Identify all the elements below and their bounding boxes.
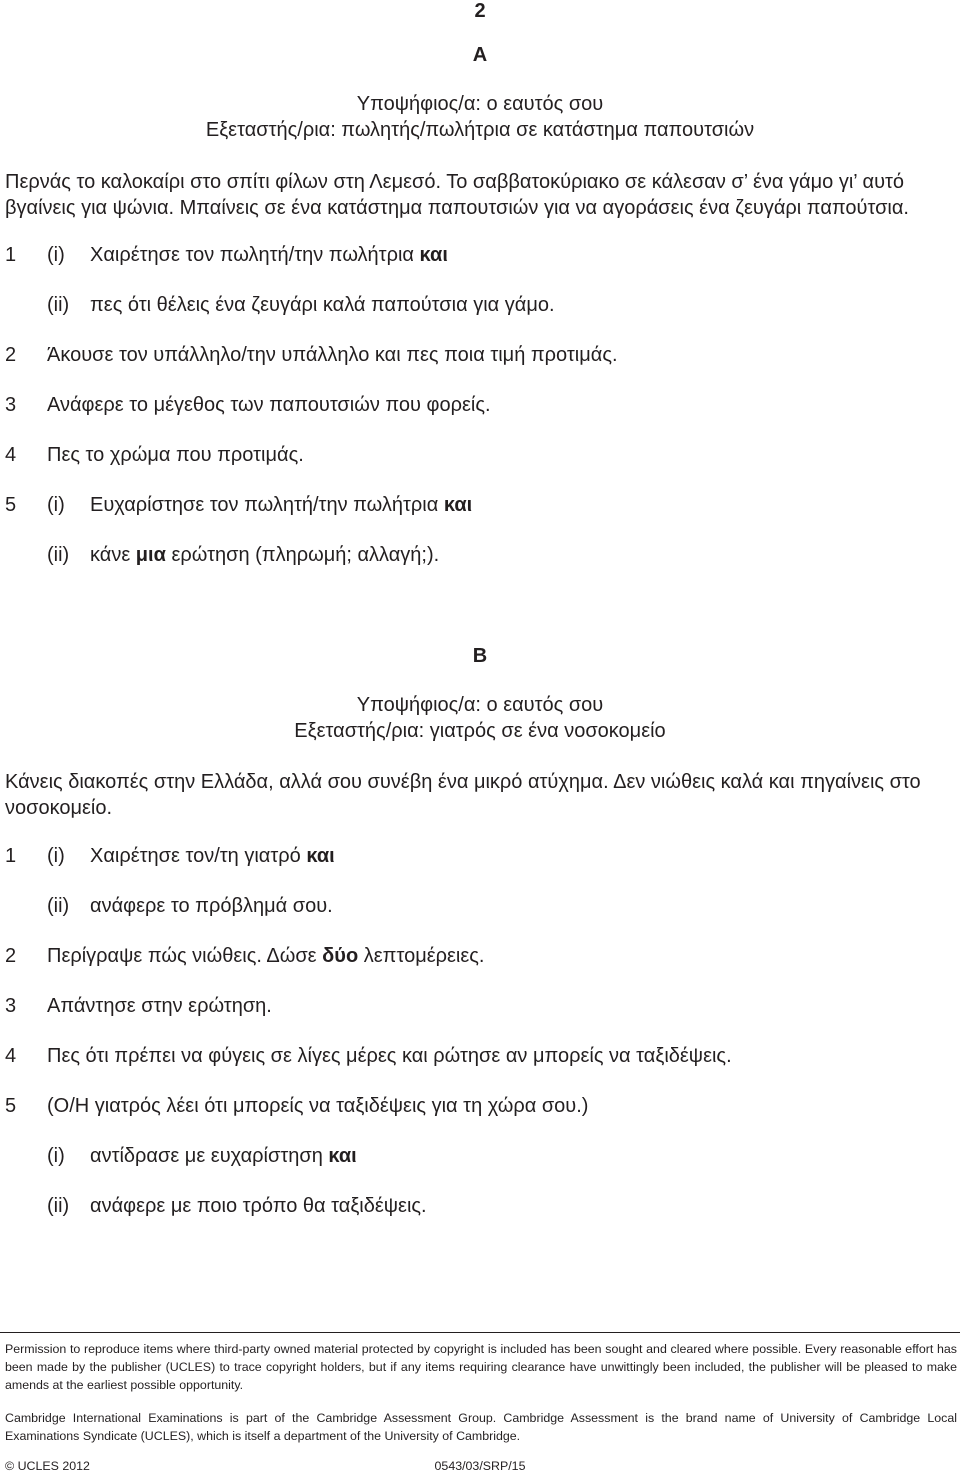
- section-a-examiner-role: Εξεταστής/ρια: πωλητής/πωλήτρια σε κατάστημα παπουτσιών: [205, 119, 755, 141]
- a-task-1-i-label: (i): [47, 244, 65, 266]
- b-task-5-i-bold: και: [328, 1145, 357, 1167]
- a-task-1-i-text: Χαιρέτησε τον πωλητή/την πωλήτρια: [90, 244, 414, 266]
- section-a-candidate-role: Υποψήφιος/α: ο εαυτός σου: [356, 93, 604, 115]
- a-task-4-text: Πες το χρώμα που προτιμάς.: [47, 444, 304, 466]
- a-task-1-i-bold: και: [419, 244, 448, 266]
- section-a-scenario: Περνάς το καλοκαίρι στο σπίτι φίλων στη Λεμεσό. Το σαββατοκύριακο σε κάλεσαν σ’ ένα γάμο γι’ αυτό βγαίνεις για ψώνια. Μπαίνεις σε ένα κατάστημα παπουτσιών για να αγοράσεις ένα ζευγάρι παπούτσια.: [5, 171, 909, 219]
- a-task-5-ii-bold: μια: [135, 544, 166, 566]
- a-task-5-ii-post: ερώτηση (πληρωμή; αλλαγή;).: [171, 544, 440, 566]
- b-task-4-text: Πες ότι πρέπει να φύγεις σε λίγες μέρες και ρώτησε αν μπορείς να ταξιδέψεις.: [47, 1045, 732, 1067]
- a-task-1-number: 1: [5, 244, 17, 266]
- footer-cambridge: Cambridge International Examinations is part of the Cambridge Assessment Group. Cambridge Assessment is the brand name of University of Cambridge Local Examinations Syndicate (UCLES), which is itself a department of the University of Cambridge.: [5, 1411, 957, 1443]
- a-task-5-ii-label: (ii): [47, 544, 70, 566]
- footer-permission: Permission to reproduce items where third-party owned material protected by copyright is included has been sought and cleared where possible. Every reasonable effort has been made by the publisher (UCLES) to trace copyright holders, but if any items requiring clearance have unwittingly been included, the publisher will be pleased to make amends at the earliest possible opportunity.: [5, 1342, 957, 1392]
- b-task-1-i-label: (i): [47, 845, 65, 867]
- a-task-1-ii-text: πες ότι θέλεις ένα ζευγάρι καλά παπούτσια για γάμο.: [90, 294, 555, 316]
- a-task-2-text: Άκουσε τον υπάλληλο/την υπάλληλο και πες ποια τιμή προτιμάς.: [47, 344, 618, 366]
- section-b-examiner-role: Εξεταστής/ρια: γιατρός σε ένα νοσοκομείο: [294, 720, 666, 742]
- b-task-2-post: λεπτομέρειες.: [363, 945, 485, 967]
- section-b-letter: B: [472, 645, 488, 667]
- b-task-2-pre: Περίγραψε πώς νιώθεις. Δώσε: [47, 945, 317, 967]
- b-task-4-number: 4: [5, 1045, 17, 1067]
- b-task-3-text: Απάντησε στην ερώτηση.: [47, 995, 272, 1017]
- section-b-scenario: Κάνεις διακοπές στην Ελλάδα, αλλά σου συνέβη ένα μικρό ατύχημα. Δεν νιώθεις καλά και πηγαίνεις στο νοσοκομείο.: [5, 771, 921, 819]
- footer-copyright: © UCLES 2012: [5, 1459, 90, 1473]
- section-b-candidate-role: Υποψήφιος/α: ο εαυτός σου: [356, 694, 604, 716]
- b-task-5-i-text: αντίδρασε με ευχαρίστηση: [90, 1145, 323, 1167]
- a-task-5-number: 5: [5, 494, 17, 516]
- a-task-5-ii: [90, 544, 439, 567]
- a-task-4-number: 4: [5, 444, 17, 466]
- a-task-3-number: 3: [5, 394, 17, 416]
- b-task-2-bold: δύο: [322, 945, 359, 967]
- a-task-5-i: [90, 494, 472, 517]
- b-task-2-number: 2: [5, 945, 17, 967]
- b-task-5-ii-text: ανάφερε με ποιο τρόπο θα ταξιδέψεις.: [90, 1195, 427, 1217]
- b-task-5-text: (Ο/Η γιατρός λέει ότι μπορείς να ταξιδέψεις για τη χώρα σου.): [47, 1095, 589, 1117]
- a-task-1-ii-label: (ii): [47, 294, 70, 316]
- a-task-5-i-label: (i): [47, 494, 65, 516]
- b-task-1-number: 1: [5, 845, 17, 867]
- page-number: 2: [474, 0, 486, 22]
- a-task-2-number: 2: [5, 344, 17, 366]
- a-task-5-i-bold: και: [443, 494, 473, 516]
- a-task-1-i: [90, 244, 448, 267]
- b-task-5-i-label: (i): [47, 1145, 65, 1167]
- b-task-1-ii-text: ανάφερε το πρόβλημά σου.: [90, 895, 333, 917]
- b-task-1-ii-label: (ii): [47, 895, 70, 917]
- section-a-letter: A: [472, 44, 488, 66]
- b-task-1-i: [90, 845, 335, 868]
- footer-divider: [0, 1332, 960, 1333]
- a-task-3-text: Ανάφερε το μέγεθος των παπουτσιών που φορείς.: [47, 394, 491, 416]
- b-task-5-i: [90, 1145, 357, 1168]
- b-task-5-number: 5: [5, 1095, 17, 1117]
- b-task-1-i-text: Χαιρέτησε τον/τη γιατρό: [90, 845, 301, 867]
- b-task-5-ii-label: (ii): [47, 1195, 70, 1217]
- footer-paper-code: 0543/03/SRP/15: [434, 1459, 526, 1473]
- a-task-5-i-text: Ευχαρίστησε τον πωλητή/την πωλήτρια: [90, 494, 439, 516]
- a-task-5-ii-pre: κάνε: [90, 544, 131, 566]
- b-task-2: [47, 945, 484, 968]
- b-task-1-i-bold: και: [306, 845, 335, 867]
- b-task-3-number: 3: [5, 995, 17, 1017]
